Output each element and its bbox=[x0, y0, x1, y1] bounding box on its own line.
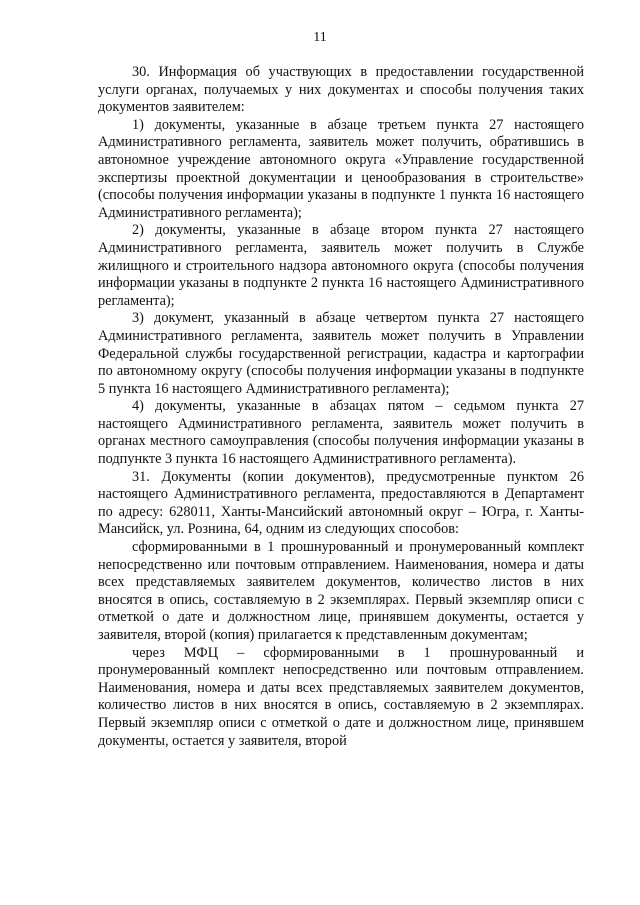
paragraph-31-method-direct: сформированными в 1 прошнурованный и пронумерованный комплект непосредственно или почтовым отправлением. Наименования, номера и даты всех представляемых заявителем документов, количество листов в них вносятся в опись, составляемую в 2 экземплярах. Первый экземпляр описи с отметкой о дате и должностном лице, принявшем документы, остается у заявителя, второй (копия) прилагается к представленным документам; bbox=[98, 539, 584, 643]
document-body bbox=[98, 64, 584, 750]
paragraph-30-item-4: 4) документы, указанные в абзацах пятом – седьмом пункта 27 настоящего Административного регламента, заявитель может получить в органах местного самоуправления (способы получения информации указаны в подпункте 3 пункта 16 настоящего Административного регламента). bbox=[98, 398, 584, 468]
paragraph-31-intro: 31. Документы (копии документов), предусмотренные пунктом 26 настоящего Административного регламента, предоставляются в Департамент по адресу: 628011, Ханты-Мансийский автономный округ – Югра, г. Ханты-Мансийск, ул. Рознина, 64, одним из следующих способов: bbox=[98, 468, 584, 538]
paragraph-30-item-3: 3) документ, указанный в абзаце четвертом пункта 27 настоящего Административного регламента, заявитель может получить в Управлении Федеральной службы государственной регистрации, кадастра и картографии по автономному округу (способы получения информации указаны в подпункте 5 пункта 16 настоящего Административного регламента); bbox=[98, 310, 584, 397]
paragraph-31-method-mfc: через МФЦ – сформированными в 1 прошнурованный и пронумерованный комплект непосредственно или почтовым отправлением. Наименования, номера и даты всех представляемых заявителем документов, количество листов в них вносятся в опись, составляемую в 2 экземплярах. Первый экземпляр описи с отметкой о дате и должностном лице, принявшем документы, остается у заявителя, второй bbox=[98, 644, 584, 749]
page-number: 11 bbox=[313, 30, 327, 45]
paragraph-30-item-2: 2) документы, указанные в абзаце втором пункта 27 настоящего Административного регламента, заявитель может получить в Службе жилищного и строительного надзора автономного округа (способы получения информации указаны в подпункте 2 пункта 16 настоящего Административного регламента); bbox=[98, 222, 584, 309]
paragraph-30-intro: 30. Информация об участвующих в предоставлении государственной услуги органах, получаемых у них документах и способы получения таких документов заявителем: bbox=[98, 64, 584, 116]
paragraph-30-item-1: 1) документы, указанные в абзаце третьем пункта 27 настоящего Административного регламента, заявитель может получить, обратившись в автономное учреждение автономного округа «Управление государственной экспертизы проектной документации и ценообразования в строительстве» (способы получения информации указаны в подпункте 1 пункта 16 настоящего Административного регламента); bbox=[98, 116, 584, 221]
